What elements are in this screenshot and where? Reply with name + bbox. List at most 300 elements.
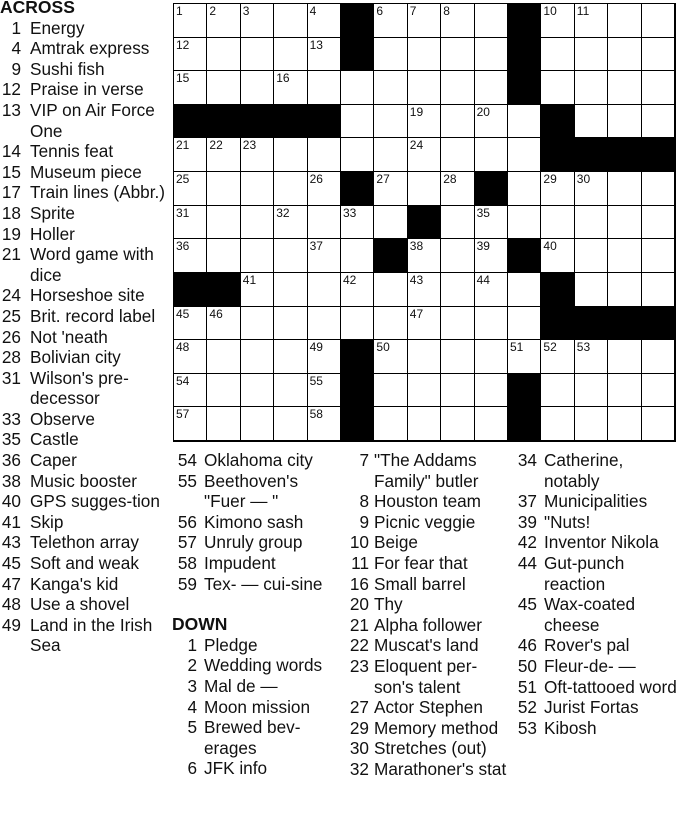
black-square [207,273,240,307]
grid-cell[interactable] [207,206,240,240]
down-clue[interactable] [512,697,677,718]
clue-number-label: 19 [1,223,21,244]
down-clue[interactable] [512,491,677,512]
clue-number-label: 17 [1,182,21,203]
grid-cell[interactable] [207,172,240,206]
grid-cell[interactable] [642,4,675,38]
grid-cell[interactable] [241,206,274,240]
across-clue[interactable] [0,409,168,430]
grid-cell[interactable] [174,4,207,38]
across-clue[interactable] [0,18,168,39]
clue-text: VIP on Air Force One [30,99,155,141]
down-clue[interactable] [344,697,512,718]
grid-cell[interactable] [541,407,574,441]
grid-cell[interactable] [575,273,608,307]
across-clue[interactable] [172,532,342,553]
grid-cell[interactable] [441,71,474,105]
grid-cell[interactable] [475,38,508,72]
grid-cell[interactable] [274,239,307,273]
grid-cell[interactable] [408,4,441,38]
across-clue[interactable] [172,574,342,595]
grid-cell[interactable] [374,307,407,341]
grid-cell[interactable] [608,273,641,307]
grid-cell[interactable] [374,172,407,206]
grid-cell[interactable] [308,273,341,307]
down-clue[interactable] [172,635,342,656]
grid-cell[interactable] [341,71,374,105]
grid-cell[interactable] [241,239,274,273]
grid-cell[interactable] [241,4,274,38]
clue-number-label: 26 [1,326,21,347]
grid-cell[interactable] [308,38,341,72]
grid-cell[interactable] [241,307,274,341]
grid-cell[interactable] [207,340,240,374]
grid-cell[interactable] [374,407,407,441]
clue-text: Music booster [30,470,137,491]
clue-text: Picnic veggie [374,511,476,532]
grid-cell[interactable] [207,407,240,441]
grid-cell[interactable] [575,38,608,72]
grid-cell[interactable] [374,273,407,307]
grid-cell[interactable] [374,105,407,139]
clue-number: 15 [176,71,190,86]
grid-cell[interactable] [174,138,207,172]
grid-cell[interactable] [475,138,508,172]
grid-cell[interactable] [475,273,508,307]
across-clue[interactable] [0,615,168,656]
grid-cell[interactable] [241,273,274,307]
grid-cell[interactable] [174,38,207,72]
grid-cell[interactable] [408,407,441,441]
grid-cell[interactable] [174,374,207,408]
grid-cell[interactable] [575,71,608,105]
grid-cell[interactable] [274,340,307,374]
black-square [207,105,240,139]
grid-cell[interactable] [575,206,608,240]
grid-cell[interactable] [174,206,207,240]
clue-text: Amtrak express [30,38,150,59]
across-clue[interactable] [0,594,168,615]
down-clue[interactable] [344,635,512,656]
down-clue-list-continued-2 [512,450,677,738]
grid-cell[interactable] [308,206,341,240]
grid-cell[interactable] [341,105,374,139]
across-clue[interactable] [0,532,168,553]
grid-cell[interactable] [475,407,508,441]
grid-cell[interactable] [642,340,675,374]
grid-cell[interactable] [374,4,407,38]
clue-number: 23 [242,138,257,153]
black-square [174,105,207,139]
down-clue[interactable] [172,655,342,676]
grid-cell[interactable] [441,340,474,374]
grid-cell[interactable] [608,105,641,139]
grid-cell[interactable] [541,374,574,408]
grid-cell[interactable] [341,273,374,307]
grid-cell[interactable] [408,38,441,72]
grid-cell[interactable] [207,239,240,273]
grid-cell[interactable] [441,239,474,273]
down-clue[interactable] [172,676,342,697]
black-square [541,105,574,139]
grid-cell[interactable] [608,340,641,374]
grid-cell[interactable] [207,4,240,38]
grid-cell[interactable] [174,407,207,441]
clue-number-label: 21 [1,244,21,265]
grid-cell[interactable] [308,340,341,374]
grid-cell[interactable] [642,172,675,206]
grid-cell[interactable] [608,4,641,38]
grid-cell[interactable] [475,374,508,408]
black-square [341,340,374,374]
clue-number: 19 [409,104,424,119]
clue-number-label: 45 [1,553,21,574]
grid-cell[interactable] [608,172,641,206]
across-clue[interactable] [0,141,168,162]
grid-cell[interactable] [374,38,407,72]
clue-number-label: 53 [517,717,537,738]
across-clue[interactable] [172,450,342,471]
across-clue[interactable] [0,59,168,80]
clue-text: Museum piece [30,161,142,182]
grid-cell[interactable] [541,71,574,105]
clue-number: 13 [309,37,323,52]
grid-cell[interactable] [274,407,307,441]
clue-text: Mal de — [204,675,278,696]
grid-cell[interactable] [508,138,541,172]
grid-cell[interactable] [441,206,474,240]
grid-cell[interactable] [341,138,374,172]
grid-cell[interactable] [341,239,374,273]
down-clue[interactable] [512,635,677,656]
clue-text: Memory method [374,717,499,738]
grid-cell[interactable] [508,340,541,374]
down-clue[interactable] [344,718,512,739]
clue-number: 24 [409,138,424,153]
grid-cell[interactable] [575,239,608,273]
grid-cell[interactable] [475,239,508,273]
grid-cell[interactable] [241,38,274,72]
grid-cell[interactable] [174,340,207,374]
grid-cell[interactable] [441,374,474,408]
grid-cell[interactable] [541,206,574,240]
down-clue[interactable] [344,759,512,780]
grid-cell[interactable] [207,38,240,72]
grid-cell[interactable] [575,340,608,374]
grid-cell[interactable] [174,307,207,341]
across-clue[interactable] [0,471,168,492]
clue-number: 43 [409,272,424,287]
grid-cell[interactable] [274,307,307,341]
grid-cell[interactable] [374,206,407,240]
down-clue[interactable] [512,677,677,698]
grid-cell[interactable] [575,374,608,408]
grid-cell[interactable] [341,307,374,341]
across-clue[interactable] [0,244,168,285]
clue-text: Tex- — cui-sine [204,573,323,594]
clue-number: 2 [209,4,217,18]
black-square [541,138,574,172]
grid-cell[interactable] [642,273,675,307]
grid-cell[interactable] [475,206,508,240]
black-square [508,38,541,72]
grid-cell[interactable] [241,374,274,408]
across-clue[interactable] [0,429,168,450]
clue-number: 10 [543,4,557,18]
across-clue[interactable] [0,162,168,183]
across-clue[interactable] [0,38,168,59]
across-clue[interactable] [0,450,168,471]
across-clue[interactable] [0,574,168,595]
clue-number: 57 [176,407,190,422]
grid-cell[interactable] [274,206,307,240]
clue-text: Train lines (Abbr.) [30,182,165,203]
down-clue[interactable] [344,615,512,636]
grid-cell[interactable] [408,340,441,374]
across-clue[interactable] [172,471,342,512]
clue-number: 51 [510,340,524,355]
down-clue[interactable] [172,697,342,718]
grid-cell[interactable] [475,71,508,105]
down-clue[interactable] [344,738,512,759]
clue-number: 45 [176,306,190,321]
grid-cell[interactable] [374,374,407,408]
across-clue[interactable] [172,512,342,533]
grid-cell[interactable] [241,340,274,374]
down-clue[interactable] [344,656,512,697]
clue-text: Oft-tattooed word [544,676,677,697]
grid-cell[interactable] [374,71,407,105]
grid-cell[interactable] [575,407,608,441]
grid-cell[interactable] [408,172,441,206]
grid-cell[interactable] [308,138,341,172]
grid-cell[interactable] [441,105,474,139]
grid-cell[interactable] [174,239,207,273]
clue-text: Inventor Nikola [544,532,659,553]
across-clue[interactable] [0,203,168,224]
grid-cell[interactable] [475,105,508,139]
down-clue[interactable] [512,594,677,635]
grid-cell[interactable] [408,273,441,307]
grid-cell[interactable] [408,138,441,172]
clue-text: Land in the Irish Sea [30,614,153,656]
down-clue[interactable] [344,450,512,491]
grid-cell[interactable] [541,38,574,72]
grid-cell[interactable] [308,239,341,273]
black-square [508,374,541,408]
grid-cell[interactable] [274,38,307,72]
down-clue[interactable] [512,553,677,594]
grid-cell[interactable] [308,374,341,408]
across-clue[interactable] [0,553,168,574]
grid-cell[interactable] [308,407,341,441]
grid-cell[interactable] [174,71,207,105]
grid-cell[interactable] [207,138,240,172]
across-clue[interactable] [0,224,168,245]
grid-cell[interactable] [441,307,474,341]
across-clue[interactable] [0,327,168,348]
down-clue[interactable] [512,450,677,491]
clue-number-label: 1 [11,17,21,38]
clue-number-label: 59 [177,573,197,594]
grid-cell[interactable] [508,172,541,206]
grid-cell[interactable] [308,307,341,341]
down-clue[interactable] [172,758,342,779]
grid-cell[interactable] [575,172,608,206]
clue-text: Brewed bev-erages [204,717,301,758]
grid-cell[interactable] [441,172,474,206]
grid-cell[interactable] [541,172,574,206]
grid-cell[interactable] [575,4,608,38]
grid-cell[interactable] [308,4,341,38]
down-clue[interactable] [344,512,512,533]
black-square [341,172,374,206]
down-clue[interactable] [344,574,512,595]
grid-cell[interactable] [441,138,474,172]
down-clue[interactable] [344,491,512,512]
down-clue[interactable] [344,532,512,553]
clue-number-label: 44 [517,552,537,573]
grid-cell[interactable] [541,239,574,273]
grid-cell[interactable] [608,71,641,105]
across-clue[interactable] [0,491,168,512]
clue-number-label: 33 [1,408,21,429]
clue-number-label: 10 [349,532,369,553]
across-clue[interactable] [0,347,168,368]
clue-number-label: 27 [349,697,369,718]
across-clue[interactable] [0,182,168,203]
clue-number: 33 [343,205,357,220]
grid-cell[interactable] [508,307,541,341]
across-clue[interactable] [0,100,168,141]
grid-cell[interactable] [241,172,274,206]
black-square [508,4,541,38]
grid-cell[interactable] [408,307,441,341]
crossword-grid[interactable] [173,3,676,442]
down-clue[interactable] [512,532,677,553]
clue-number: 32 [276,205,290,220]
grid-cell[interactable] [642,407,675,441]
grid-cell[interactable] [608,407,641,441]
clue-text: Gut-punch reaction [544,552,625,594]
clue-number-label: 2 [187,655,197,676]
grid-cell[interactable] [207,307,240,341]
down-clue[interactable] [512,656,677,677]
clue-number-label: 30 [349,738,369,759]
grid-cell[interactable] [642,239,675,273]
grid-cell[interactable] [374,138,407,172]
grid-cell[interactable] [475,307,508,341]
grid-cell[interactable] [441,273,474,307]
down-clue[interactable] [344,553,512,574]
across-clue[interactable] [0,512,168,533]
grid-cell[interactable] [274,172,307,206]
grid-cell[interactable] [207,71,240,105]
across-clue[interactable] [0,285,168,306]
grid-cell[interactable] [608,239,641,273]
grid-cell[interactable] [642,374,675,408]
grid-cell[interactable] [541,4,574,38]
grid-cell[interactable] [274,138,307,172]
grid-cell[interactable] [341,206,374,240]
clue-text: Kanga's kid [30,573,119,594]
grid-cell[interactable] [608,206,641,240]
clue-text: Skip [30,511,64,532]
grid-cell[interactable] [608,374,641,408]
clue-text: Impudent [204,552,276,573]
grid-cell[interactable] [241,407,274,441]
down-clue[interactable] [512,512,677,533]
clue-text: "The Addams Family" butler [374,450,479,491]
grid-cell[interactable] [642,38,675,72]
clue-text: Castle [30,429,79,450]
down-clue[interactable] [512,718,677,739]
grid-cell[interactable] [608,38,641,72]
grid-cell[interactable] [642,71,675,105]
grid-cell[interactable] [642,105,675,139]
grid-cell[interactable] [241,138,274,172]
grid-cell[interactable] [408,105,441,139]
grid-cell[interactable] [508,206,541,240]
down-clue[interactable] [172,717,342,758]
grid-cell[interactable] [508,273,541,307]
grid-cell[interactable] [274,71,307,105]
grid-cell[interactable] [274,4,307,38]
clue-text: Thy [374,594,403,615]
clue-text: Bolivian city [30,347,121,368]
clue-number-label: 38 [1,470,21,491]
grid-cell[interactable] [508,105,541,139]
clue-number: 54 [176,373,190,388]
across-clue[interactable] [0,79,168,100]
grid-cell[interactable] [241,71,274,105]
across-clue[interactable] [0,368,168,409]
grid-cell[interactable] [408,374,441,408]
grid-cell[interactable] [642,206,675,240]
grid-cell[interactable] [308,71,341,105]
grid-cell[interactable] [174,172,207,206]
grid-cell[interactable] [308,172,341,206]
grid-cell[interactable] [475,340,508,374]
grid-cell[interactable] [475,4,508,38]
grid-cell[interactable] [441,407,474,441]
grid-cell[interactable] [541,340,574,374]
down-clue[interactable] [344,594,512,615]
grid-cell[interactable] [408,71,441,105]
grid-cell[interactable] [441,4,474,38]
down-clue-list [172,635,342,779]
clue-number-label: 31 [1,367,21,388]
clue-number-label: 58 [177,552,197,573]
across-clues-column-1 [0,0,168,656]
grid-cell[interactable] [408,239,441,273]
across-clue[interactable] [172,553,342,574]
grid-cell[interactable] [441,38,474,72]
clue-number-label: 15 [1,161,21,182]
grid-cell[interactable] [274,374,307,408]
grid-cell[interactable] [207,374,240,408]
grid-cell[interactable] [575,105,608,139]
across-clue[interactable] [0,306,168,327]
clue-number: 16 [276,71,290,86]
clue-number-label: 40 [1,491,21,512]
grid-cell[interactable] [374,340,407,374]
clue-number-label: 39 [517,511,537,532]
clue-number: 44 [476,272,490,287]
clue-text: "Nuts! [544,511,591,532]
clue-text: Houston team [374,491,482,512]
grid-cell[interactable] [274,273,307,307]
